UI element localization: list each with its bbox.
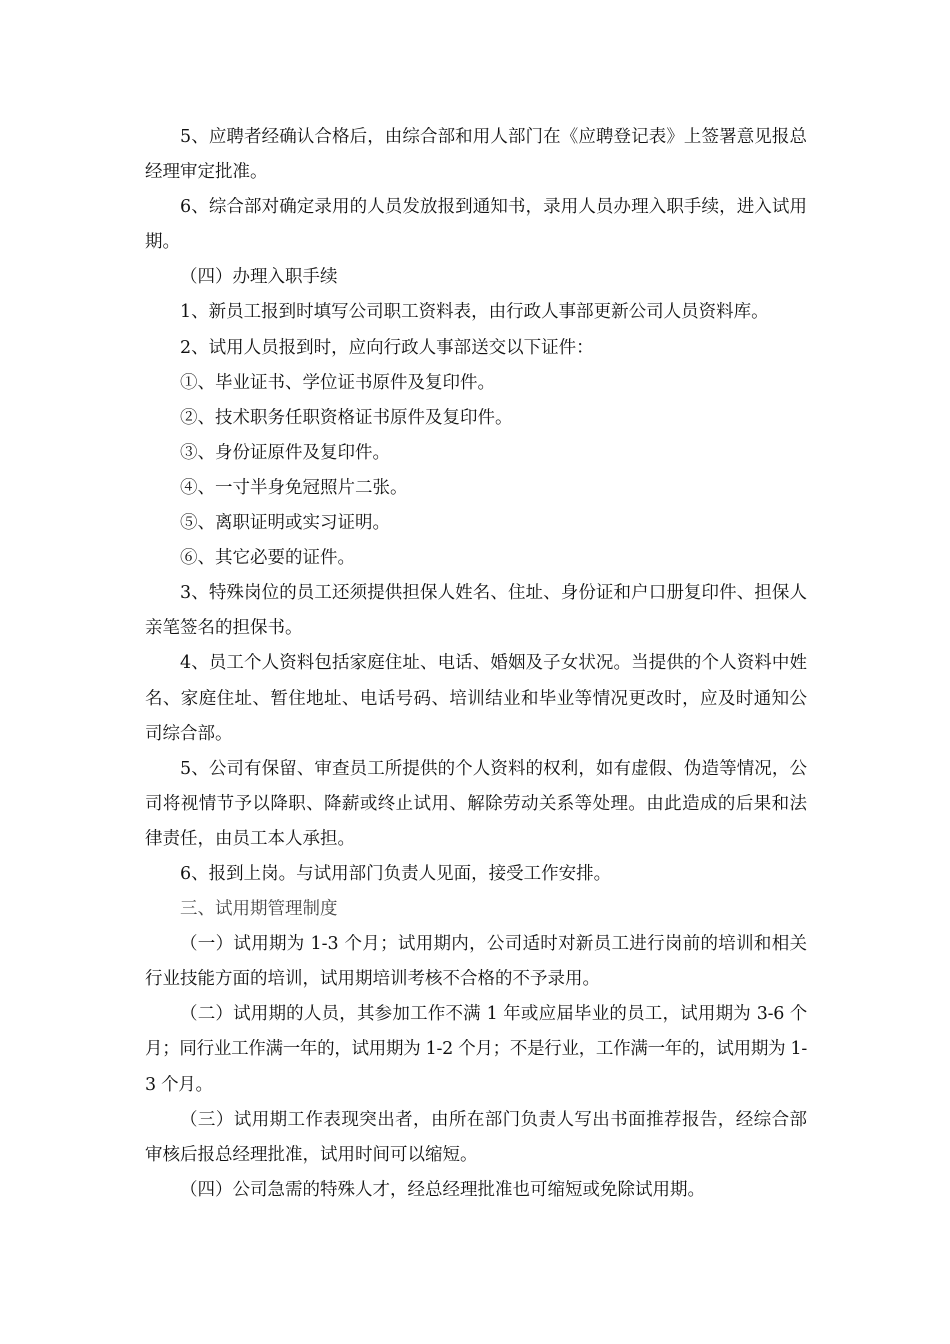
list-item-certificate-4: ④、一寸半身免冠照片二张。 — [180, 477, 408, 498]
list-item-certificate-6: ⑥、其它必要的证件。 — [180, 548, 355, 569]
list-item-certificate-2: ②、技术职务任职资格证书原件及复印件。 — [180, 407, 513, 428]
paragraph-onboarding-6: 6、报到上岗。与试用部门负责人见面，接受工作安排。 — [180, 863, 612, 884]
paragraph-onboarding-1: 1、新员工报到时填写公司职工资料表，由行政人事部更新公司人员资料库。 — [180, 302, 769, 323]
section-heading-probation: 三、试用期管理制度 — [180, 899, 338, 920]
paragraph-onboarding-3: 3、特殊岗位的员工还须提供担保人姓名、住址、身份证和户口册复印件、担保人亲笔签名的担保书。 — [145, 583, 807, 639]
paragraph-probation-3: （三）试用期工作表现突出者，由所在部门负责人写出书面推荐报告，经综合部审核后报总经理批准，试用时间可以缩短。 — [145, 1109, 807, 1165]
list-item-certificate-5: ⑤、离职证明或实习证明。 — [180, 513, 390, 534]
document-body — [145, 120, 807, 1208]
paragraph-probation-2: （二）试用期的人员，其参加工作不满 1 年或应届毕业的员工，试用期为 3-6 个月；同行业工作满一年的，试用期为 1-2 个月；不是行业，工作满一年的，试用期为 1-3 个月。 — [145, 1004, 807, 1095]
paragraph-onboarding-2: 2、试用人员报到时，应向行政人事部送交以下证件： — [180, 337, 594, 358]
paragraph-onboarding-5: 5、公司有保留、审查员工所提供的个人资料的权利，如有虚假、伪造等情况，公司将视情节予以降职、降薪或终止试用、解除劳动关系等处理。由此造成的后果和法律责任，由员工本人承担。 — [145, 758, 807, 849]
paragraph-hire-notice: 6、综合部对确定录用的人员发放报到通知书，录用人员办理入职手续，进入试用期。 — [145, 197, 807, 253]
list-item-certificate-3: ③、身份证原件及复印件。 — [180, 442, 390, 463]
section-heading-onboarding: （四）办理入职手续 — [180, 267, 338, 288]
list-item-certificate-1: ①、毕业证书、学位证书原件及复印件。 — [180, 372, 495, 393]
paragraph-probation-1: （一）试用期为 1-3 个月；试用期内，公司适时对新员工进行岗前的培训和相关行业技能方面的培训，试用期培训考核不合格的不予录用。 — [145, 934, 807, 990]
paragraph-interview-approval: 5、应聘者经确认合格后，由综合部和用人部门在《应聘登记表》上签署意见报总经理审定批准。 — [145, 127, 807, 183]
paragraph-onboarding-4: 4、员工个人资料包括家庭住址、电话、婚姻及子女状况。当提供的个人资料中姓名、家庭住址、暂住地址、电话号码、培训结业和毕业等情况更改时，应及时通知公司综合部。 — [145, 653, 807, 744]
paragraph-probation-4: （四）公司急需的特殊人才，经总经理批准也可缩短或免除试用期。 — [180, 1179, 705, 1200]
